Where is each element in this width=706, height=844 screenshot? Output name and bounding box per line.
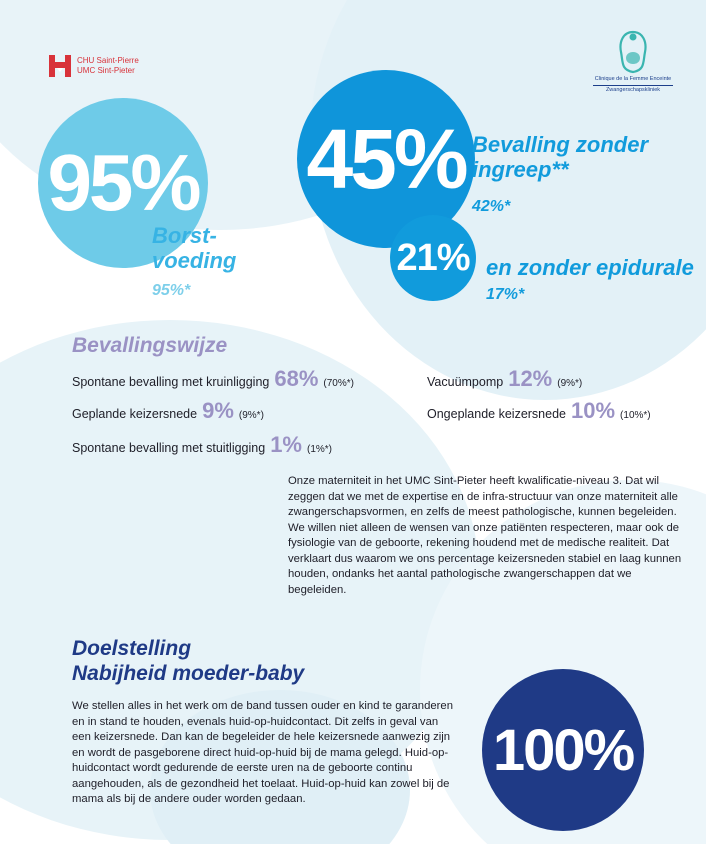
borstvoeding-reference: 95%*: [152, 282, 191, 299]
method-percentage: 1%: [270, 432, 302, 457]
method-percentage: 9%: [202, 398, 234, 423]
skin-contact-circle: [482, 669, 644, 831]
zonder-ingreep-reference: 42%*: [472, 198, 511, 215]
method-reference: (1%*): [306, 444, 332, 455]
method-item: [427, 398, 651, 424]
method-label: Vacuümpomp: [427, 375, 504, 389]
method-label: Geplande keizersnede: [72, 407, 198, 421]
doelstelling-title-line2: Nabijheid moeder-baby: [72, 662, 305, 685]
zonder-epidurale-circle: [390, 215, 476, 301]
doelstelling-paragraph: We stellen alles in het werk om de band tussen ouder en kind te garanderen en in stand te houden, evenals huid-op-huidcontact. Dit zelfs in geval van een keizersnede. Dan kan de begeleider de hele keizersnede aanwezig zijn en wordt de pasgeborene direct huid-op-huid bij de mama gelegd. Huid-op-huidcontact wordt gedurende de eerste uren na de geboorte continu aangehouden, als de gezondheid het toelaat. Huid-op-huid kan zowel bij de mama als bij de andere ouder worden gedaan.: [72, 700, 453, 805]
method-reference: (9%*): [557, 378, 583, 389]
zonder-epidurale-value: 21%: [396, 236, 470, 279]
doelstelling-title-line1: Doelstelling: [72, 637, 192, 660]
zonder-epidurale-label: en zonder epidurale: [486, 255, 694, 280]
chu-logo-icon: [47, 53, 73, 79]
method-item: [72, 398, 264, 424]
method-item: [427, 366, 582, 392]
method-label: Ongeplande keizersnede: [427, 407, 566, 421]
maternity-paragraph: Onze materniteit in het UMC Sint-Pieter heeft kwalificatie-niveau 3. Dat wil zeggen dat we met de expertise en de infra-structuur van onze materniteit alle zwangerschapsvormen, en zelfs de meest pathologische, kunnen begeleiden. We willen niet alleen de wensen van onze patiënten respecteren, maar ook de fysiologie van de geboorte, rekening houdend met de medische realiteit. Dat verklaart dus waarom we ons percentage keizersneden stabiel en laag kunnen houden, ondanks het aantal pathologische zwangerschappen dat we begeleiden.: [288, 475, 682, 596]
clinique-logo-icon: [615, 28, 651, 76]
zonder-ingreep-label: Bevalling zonder ingreep**: [472, 132, 649, 182]
borstvoeding-value: 95%: [47, 138, 199, 227]
method-percentage: 68%: [274, 366, 319, 391]
doelstelling-title: [72, 636, 304, 686]
bevallingswijze-title: Bevallingswijze: [72, 334, 228, 357]
method-label: Spontane bevalling met kruinligging: [72, 375, 270, 389]
clinique-logo-line2: Zwangerschapskliniek: [593, 85, 673, 93]
method-reference: (10%*): [620, 410, 651, 421]
borstvoeding-label: Borst- voeding: [152, 223, 237, 273]
zonder-epidurale-reference: 17%*: [486, 286, 525, 303]
method-percentage: 12%: [508, 366, 553, 391]
clinique-logo: [593, 28, 673, 100]
method-reference: (70%*): [323, 378, 354, 389]
method-item: [72, 432, 332, 458]
clinique-logo-line1: Clinique de la Femme Enceinte: [594, 76, 672, 82]
method-label: Spontane bevalling met stuitligging: [72, 441, 266, 455]
chu-logo-line1: CHU Saint-Pierre: [77, 56, 139, 65]
zonder-ingreep-value: 45%: [306, 111, 466, 206]
method-percentage: 10%: [571, 398, 616, 423]
method-reference: (9%*): [238, 410, 264, 421]
skin-contact-value: 100%: [492, 717, 634, 783]
chu-saint-pierre-logo: [47, 53, 157, 83]
method-item: [72, 366, 354, 392]
chu-logo-line2: UMC Sint-Pieter: [77, 66, 135, 75]
